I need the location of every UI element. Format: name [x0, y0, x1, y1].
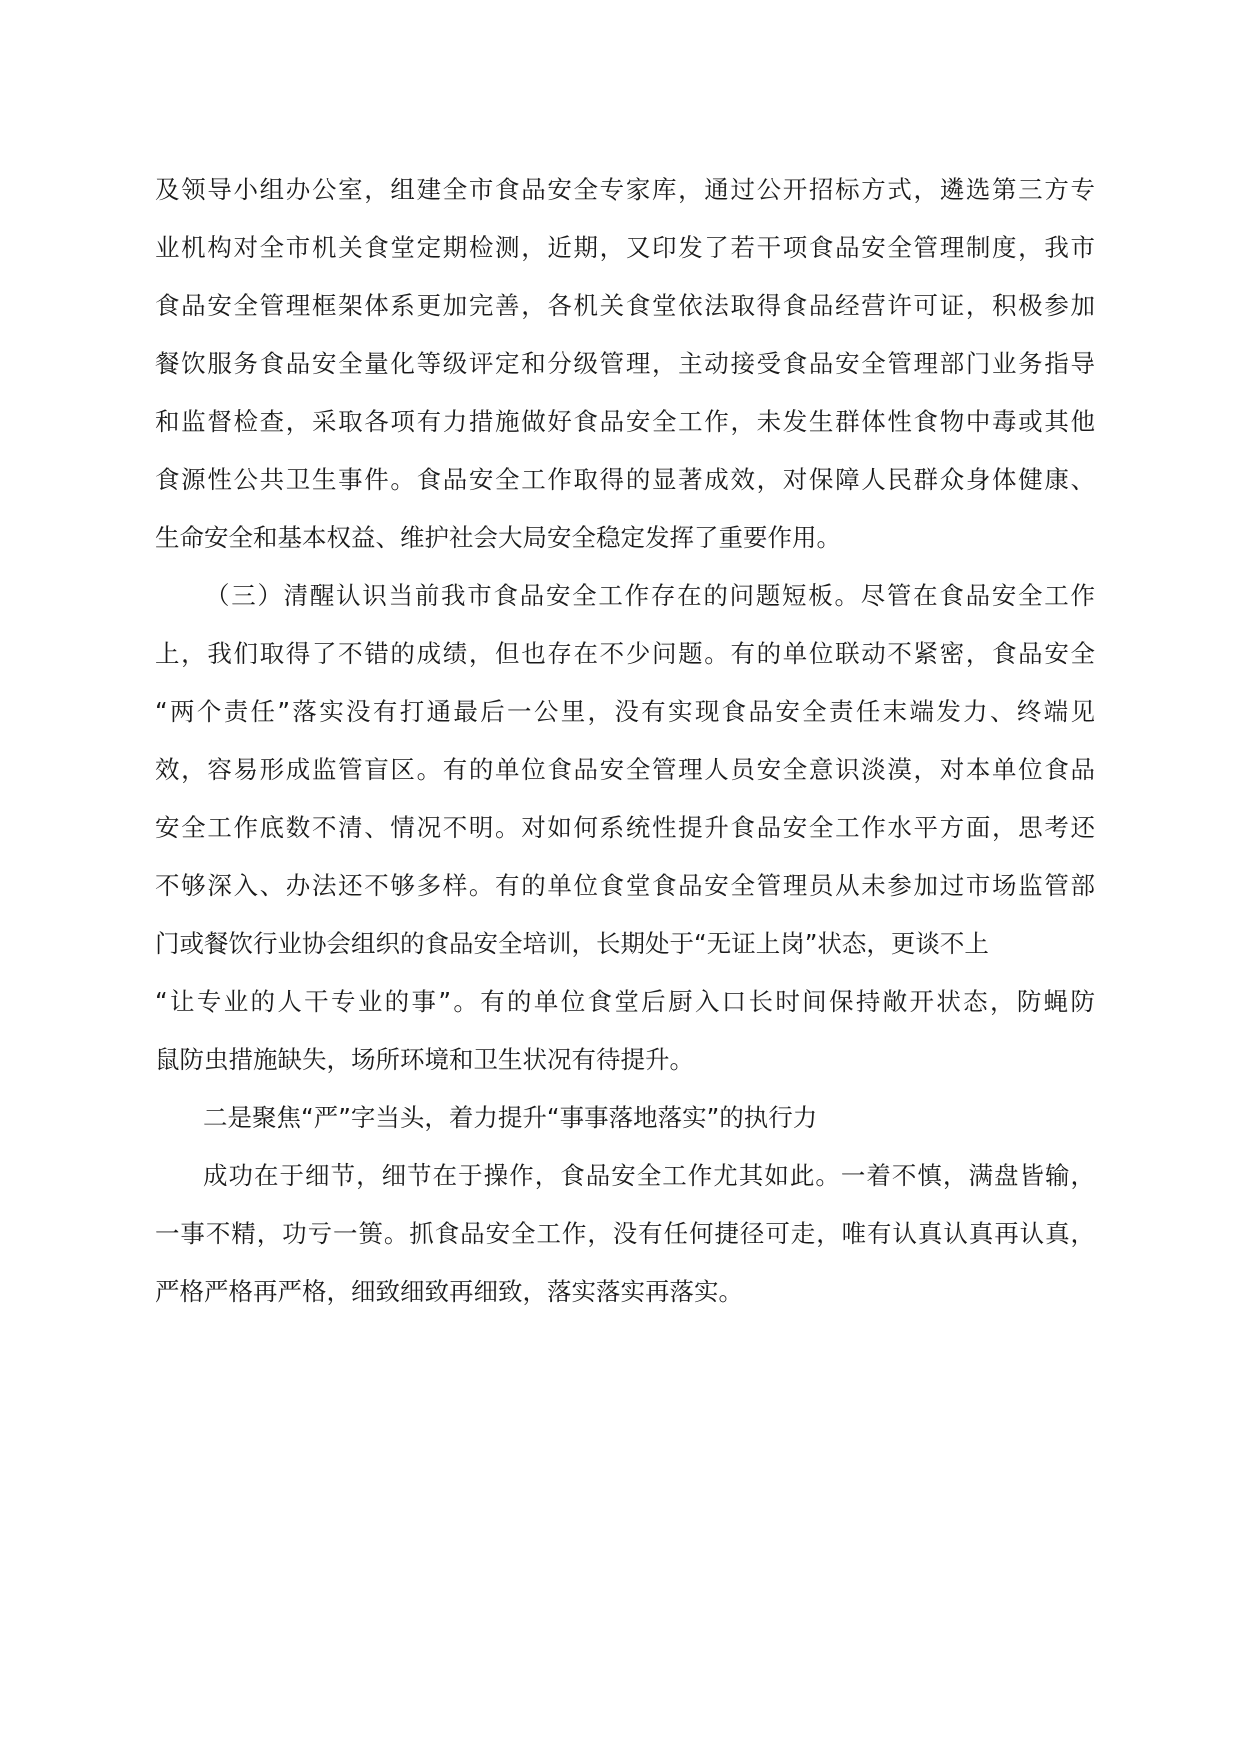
paragraph-3-line-2: 一事不精，功亏一篑。抓食品安全工作，没有任何捷径可走，唯有认真认真再认真， — [155, 1219, 1095, 1248]
paragraph-2-line-6: 不够深入、办法还不够多样。有的单位食堂食品安全管理员从未参加过市场监管部 — [155, 871, 1095, 900]
paragraph-1-line-2: 业机构对全市机关食堂定期检测，近期，又印发了若干项食品安全管理制度，我市 — [155, 233, 1095, 262]
paragraph-3-line-1: 成功在于细节，细节在于操作，食品安全工作尤其如此。一着不慎，满盘皆输， — [203, 1161, 1095, 1190]
paragraph-2-line-1: （三）清醒认识当前我市食品安全工作存在的问题短板。尽管在食品安全工作 — [205, 581, 1095, 610]
paragraph-3-line-3: 严格严格再严格，细致细致再细致，落实落实再落实。 — [155, 1277, 743, 1306]
paragraph-1-line-1: 及领导小组办公室，组建全市食品安全专家库，通过公开招标方式，遴选第三方专 — [155, 175, 1095, 204]
paragraph-2-line-2: 上，我们取得了不错的成绩，但也存在不少问题。有的单位联动不紧密，食品安全 — [155, 639, 1095, 668]
paragraph-2-line-3: “两个责任”落实没有打通最后一公里，没有实现食品安全责任末端发力、终端见 — [155, 697, 1095, 726]
paragraph-1-line-7: 生命安全和基本权益、维护社会大局安全稳定发挥了重要作用。 — [155, 523, 841, 552]
paragraph-2-line-9: 鼠防虫措施缺失，场所环境和卫生状况有待提升。 — [155, 1045, 694, 1074]
paragraph-2-line-8: “让专业的人干专业的事”。有的单位食堂后厨入口长时间保持敞开状态，防蝇防 — [155, 987, 1095, 1016]
section-heading: 二是聚焦“严”字当头，着力提升“事事落地落实”的执行力 — [203, 1103, 818, 1132]
paragraph-1-line-4: 餐饮服务食品安全量化等级评定和分级管理，主动接受食品安全管理部门业务指导 — [155, 349, 1095, 378]
paragraph-1-line-3: 食品安全管理框架体系更加完善，各机关食堂依法取得食品经营许可证，积极参加 — [155, 291, 1095, 320]
paragraph-1-line-6: 食源性公共卫生事件。食品安全工作取得的显著成效，对保障人民群众身体健康、 — [155, 465, 1095, 494]
paragraph-2-line-5: 安全工作底数不清、情况不明。对如何系统性提升食品安全工作水平方面，思考还 — [155, 813, 1095, 842]
paragraph-1-line-5: 和监督检查，采取各项有力措施做好食品安全工作，未发生群体性食物中毒或其他 — [155, 407, 1095, 436]
paragraph-2-line-7: 门或餐饮行业协会组织的食品安全培训，长期处于“无证上岗”状态，更谈不上 — [155, 929, 989, 958]
paragraph-2-line-4: 效，容易形成监管盲区。有的单位食品安全管理人员安全意识淡漠，对本单位食品 — [155, 755, 1095, 784]
